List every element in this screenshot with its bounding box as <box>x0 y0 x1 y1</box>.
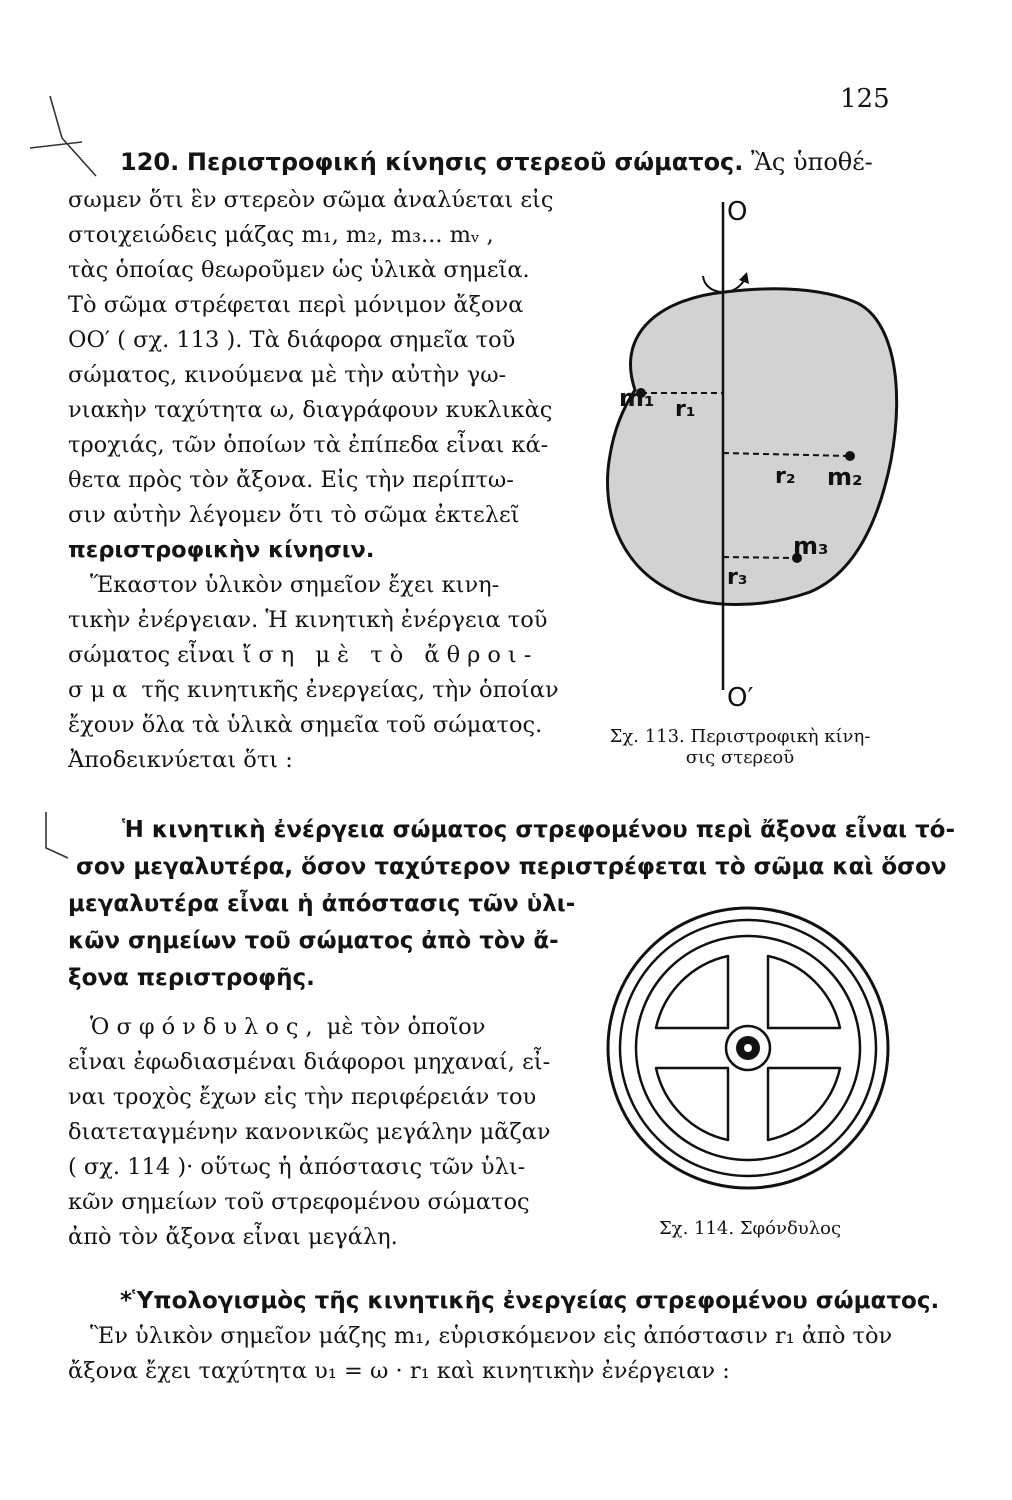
body-line: εἶναι ἐφωδιασμέναι διάφοροι μηχαναί, εἶ- <box>68 1049 551 1075</box>
body-line <box>68 1010 568 1045</box>
calculation-section <box>68 1284 940 1389</box>
body-line <box>68 673 568 708</box>
spaced-emphasis: σφόνδυλος, <box>116 1014 320 1040</box>
label-O-prime: O′ <box>727 683 754 713</box>
body-line: Ἀποδεικνύεται ὅτι : <box>68 747 293 773</box>
section-title: Περιστροφική κίνησις στερεοῦ σώματος. <box>186 148 744 176</box>
label-r3: r₃ <box>727 565 748 590</box>
body-line: ἄξονα ἔχει ταχύτητα υ₁ = ω · r₁ καὶ κινητικὴν ἐνέργειαν : <box>68 1358 730 1384</box>
label-m3: m₃ <box>793 532 829 560</box>
body-line: ἔχουν ὅλα τὰ ὑλικὰ σημεῖα τοῦ σώματος. <box>68 712 543 738</box>
body-line: ( σχ. 114 )· οὕτως ἡ ἀπόστασις τῶν ὑλι- <box>68 1154 526 1180</box>
section-heading-tail: Ἂς ὑποθέ- <box>751 148 873 176</box>
section-120-body <box>68 183 568 778</box>
body-line: Ἕκαστον ὑλικὸν σημεῖον ἔχει κινη- <box>90 572 500 598</box>
theorem-line: Ἡ κινητικὴ ἐνέργεια σώματος στρεφομένου περὶ ἄξονα εἶναι τό- <box>122 817 956 843</box>
caption-line: Σχ. 113. Περιστροφικὴ κίνη- <box>609 726 871 747</box>
figure-114-caption: Σχ. 114. Σφόνδυλος <box>658 1218 842 1239</box>
figure-113-caption <box>585 726 895 768</box>
label-O: O <box>727 197 748 227</box>
bold-term: περιστροφικὴν κίνησιν. <box>68 537 375 563</box>
calculation-heading: *Ὑπολογισμὸς τῆς κινητικῆς ἐνεργείας στρεφομένου σώματος. <box>120 1288 940 1314</box>
body-line: ἀπὸ τὸν ἄξονα εἶναι μεγάλη. <box>68 1224 398 1250</box>
body-line: νιακὴν ταχύτητα ω, διαγράφουν κυκλικὰς <box>68 397 553 423</box>
section-heading <box>120 148 873 176</box>
rigid-body-shape <box>608 289 897 605</box>
body-line: θετα πρὸς τὸν ἄξονα. Εἰς τὴν περίπτω- <box>68 467 514 493</box>
theorem-line: σον μεγαλυτέρα, ὅσον ταχύτερον περιστρέφεται τὸ σῶμα καὶ ὅσον <box>76 854 947 880</box>
body-text: τῆς κινητικῆς ἐνεργείας, τὴν ὁποίαν <box>141 677 559 703</box>
figure-114-flywheel <box>600 900 900 1200</box>
body-line: σωμεν ὅτι ἓν στερεὸν σῶμα ἀναλύεται εἰς <box>68 187 554 213</box>
body-text: μὲ τὸν ὁποῖον <box>326 1014 486 1040</box>
caption-line: σις στερεοῦ <box>685 747 795 768</box>
body-line: τροχιάς, τῶν ὁποίων τὰ ἐπίπεδα εἶναι κά- <box>68 432 549 458</box>
label-r1: r₁ <box>675 397 696 422</box>
body-line: σώματος, κινούμενα μὲ τὴν αὐτὴν γω- <box>68 362 507 388</box>
body-text: Ὁ <box>90 1014 110 1040</box>
theorem-line: ξονα περιστροφῆς. <box>68 965 315 991</box>
label-m1: m₁ <box>619 384 655 412</box>
body-line: τικὴν ἐνέργειαν. Ἡ κινητικὴ ἐνέργεια τοῦ <box>68 607 548 633</box>
body-line: Ἓν ὑλικὸν σημεῖον μάζης m₁, εὑρισκόμενον εἰς ἀπόστασιν r₁ ἀπὸ τὸν <box>90 1323 893 1349</box>
body-line: στοιχειώδεις μάζας m₁, m₂, m₃... mᵥ , <box>68 222 494 248</box>
body-text: σώματος εἶναι <box>68 642 236 668</box>
label-r2: r₂ <box>775 464 796 489</box>
mass-point-m2 <box>845 451 855 461</box>
page-number: 125 <box>840 84 890 114</box>
label-m2: m₂ <box>827 463 863 491</box>
theorem-line: μεγαλυτέρα εἶναι ἡ ἀπόστασις τῶν ὑλι- <box>68 891 576 917</box>
body-line: κῶν σημείων τοῦ στρεφομένου σώματος <box>68 1189 530 1215</box>
flywheel-paragraph <box>68 1010 568 1255</box>
body-line: διατεταγμένην κανονικῶς μεγάλην μᾶζαν <box>68 1119 551 1145</box>
body-line <box>68 638 568 673</box>
theorem-line: κῶν σημείων τοῦ σώματος ἀπὸ τὸν ἄ- <box>68 928 559 954</box>
body-line: Τὸ σῶμα στρέφεται περὶ μόνιμον ἄξονα <box>68 292 524 318</box>
spaced-emphasis: σμα <box>68 677 135 703</box>
section-number: 120. <box>120 148 180 176</box>
body-line: ναι τροχὸς ἔχων εἰς τὴν περιφέρειάν του <box>68 1084 537 1110</box>
spaced-emphasis: ἴση μὲ τὸ ἄθροι- <box>242 642 539 668</box>
body-line: ΟΟ′ ( σχ. 113 ). Τὰ διάφορα σημεῖα τοῦ <box>68 327 516 353</box>
figure-113-rotation-diagram <box>575 180 905 770</box>
body-line: σιν αὐτὴν λέγομεν ὅτι τὸ σῶμα ἐκτελεῖ <box>68 502 520 528</box>
body-line: τὰς ὁποίας θεωροῦμεν ὡς ὑλικὰ σημεῖα. <box>68 257 530 283</box>
margin-pencil-mark <box>22 90 102 180</box>
